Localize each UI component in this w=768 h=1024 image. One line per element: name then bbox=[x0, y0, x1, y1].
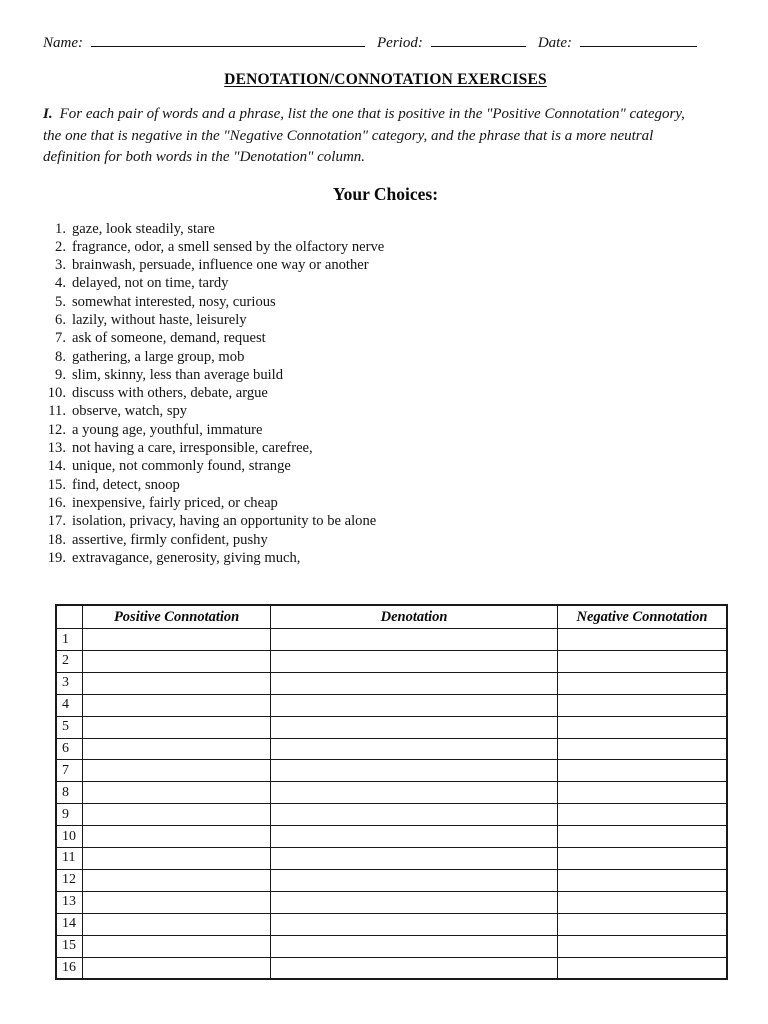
choice-item bbox=[43, 476, 728, 494]
choice-item bbox=[43, 494, 728, 512]
date-label: Date: bbox=[537, 35, 572, 51]
answer-cell bbox=[271, 672, 558, 694]
choice-item bbox=[43, 421, 728, 439]
table-row bbox=[56, 716, 727, 738]
row-number: 14 bbox=[56, 913, 83, 935]
table-row bbox=[56, 738, 727, 760]
answer-cell bbox=[557, 716, 727, 738]
answer-cell bbox=[557, 651, 727, 673]
name-label: Name: bbox=[43, 35, 83, 51]
row-number: 12 bbox=[56, 869, 83, 891]
choice-number: 14. bbox=[47, 458, 66, 475]
answer-cell bbox=[557, 957, 727, 979]
answer-cell bbox=[83, 891, 271, 913]
table-row bbox=[56, 804, 727, 826]
row-number: 9 bbox=[56, 804, 83, 826]
answer-cell bbox=[271, 738, 558, 760]
choice-text: ask of someone, demand, request bbox=[72, 330, 266, 347]
answer-cell bbox=[271, 891, 558, 913]
answer-cell bbox=[271, 760, 558, 782]
choice-text: observe, watch, spy bbox=[72, 403, 188, 420]
answer-cell bbox=[83, 804, 271, 826]
choice-item bbox=[43, 512, 728, 530]
choice-text: lazily, without haste, leisurely bbox=[72, 311, 247, 328]
choice-number: 4. bbox=[55, 275, 66, 292]
answer-cell bbox=[83, 651, 271, 673]
choice-number: 7. bbox=[55, 330, 66, 347]
choice-number: 3. bbox=[55, 257, 66, 274]
answer-cell bbox=[557, 738, 727, 760]
choice-number: 19. bbox=[47, 549, 66, 566]
answer-cell bbox=[271, 935, 558, 957]
row-number: 15 bbox=[56, 935, 83, 957]
choice-number: 9. bbox=[55, 366, 66, 383]
answer-cell bbox=[557, 913, 727, 935]
row-number: 10 bbox=[56, 826, 83, 848]
instructions-line-1: For each pair of words and a phrase, list the one that is positive in the "Positive Connotation" category, bbox=[59, 106, 685, 122]
answer-cell bbox=[271, 629, 558, 651]
choice-item bbox=[43, 402, 728, 420]
row-number: 1 bbox=[56, 629, 83, 651]
period-label: Period: bbox=[377, 35, 423, 51]
choice-number: 6. bbox=[55, 311, 66, 328]
answer-cell bbox=[83, 738, 271, 760]
choice-number: 17. bbox=[47, 513, 66, 530]
table-row bbox=[56, 891, 727, 913]
choice-item bbox=[43, 531, 728, 549]
row-number: 13 bbox=[56, 891, 83, 913]
table-row bbox=[56, 651, 727, 673]
header-cell-number bbox=[56, 605, 83, 629]
answer-cell bbox=[271, 694, 558, 716]
row-number: 3 bbox=[56, 672, 83, 694]
answer-cell bbox=[557, 848, 727, 870]
choices-heading: Your Choices: bbox=[332, 183, 439, 204]
answer-cell bbox=[83, 826, 271, 848]
answer-cell bbox=[83, 694, 271, 716]
table-row bbox=[56, 672, 727, 694]
table-row bbox=[56, 826, 727, 848]
table-row bbox=[56, 869, 727, 891]
row-number: 6 bbox=[56, 738, 83, 760]
answer-cell bbox=[557, 891, 727, 913]
answer-cell bbox=[83, 672, 271, 694]
row-number: 11 bbox=[56, 848, 83, 870]
choice-text: assertive, firmly confident, pushy bbox=[72, 531, 268, 548]
choice-text: not having a care, irresponsible, carefree, bbox=[72, 440, 313, 457]
answer-cell bbox=[83, 848, 271, 870]
choice-text: extravagance, generosity, giving much, bbox=[72, 549, 301, 566]
choice-item bbox=[43, 366, 728, 384]
row-number: 5 bbox=[56, 716, 83, 738]
answer-cell bbox=[83, 957, 271, 979]
choice-text: fragrance, odor, a smell sensed by the olfactory nerve bbox=[72, 238, 385, 255]
answer-cell bbox=[271, 957, 558, 979]
answer-cell bbox=[557, 869, 727, 891]
period-blank-line bbox=[431, 33, 526, 47]
choice-item bbox=[43, 384, 728, 402]
table-row bbox=[56, 935, 727, 957]
answer-cell bbox=[271, 848, 558, 870]
answer-cell bbox=[83, 716, 271, 738]
choice-item bbox=[43, 256, 728, 274]
answer-cell bbox=[83, 913, 271, 935]
choice-text: somewhat interested, nosy, curious bbox=[72, 293, 276, 310]
row-number: 7 bbox=[56, 760, 83, 782]
answer-cell bbox=[557, 826, 727, 848]
table-row bbox=[56, 782, 727, 804]
choice-number: 18. bbox=[47, 531, 66, 548]
choice-item bbox=[43, 238, 728, 256]
choice-item bbox=[43, 348, 728, 366]
choice-number: 10. bbox=[47, 385, 66, 402]
choice-text: brainwash, persuade, influence one way or another bbox=[72, 257, 369, 274]
choice-text: delayed, not on time, tardy bbox=[72, 275, 229, 292]
date-blank-line bbox=[580, 33, 697, 47]
name-blank-line bbox=[91, 33, 365, 47]
choice-item bbox=[43, 274, 728, 292]
choice-text: a young age, youthful, immature bbox=[72, 421, 263, 438]
instructions-line-3: definition for both words in the "Denotation" column. bbox=[43, 149, 366, 165]
choice-item bbox=[43, 439, 728, 457]
choice-text: gathering, a large group, mob bbox=[72, 348, 245, 365]
header-fill-in-line bbox=[43, 33, 728, 52]
answer-cell bbox=[271, 913, 558, 935]
choice-text: isolation, privacy, having an opportunity to be alone bbox=[72, 513, 377, 530]
choice-number: 15. bbox=[47, 476, 66, 493]
row-number: 2 bbox=[56, 651, 83, 673]
choices-list bbox=[43, 220, 728, 568]
exercise-table bbox=[55, 604, 728, 980]
choice-number: 11. bbox=[48, 403, 66, 420]
row-number: 4 bbox=[56, 694, 83, 716]
instructions-prefix: I. bbox=[43, 106, 53, 122]
instructions-line-2: the one that is negative in the "Negative Connotation" category, and the phrase that is a more neutral bbox=[43, 127, 654, 144]
answer-cell bbox=[83, 935, 271, 957]
answer-cell bbox=[83, 782, 271, 804]
header-cell-denotation: Denotation bbox=[271, 605, 558, 629]
answer-cell bbox=[271, 869, 558, 891]
answer-cell bbox=[271, 782, 558, 804]
choice-text: find, detect, snoop bbox=[72, 476, 180, 493]
exercise-table-body bbox=[56, 629, 727, 980]
choice-number: 16. bbox=[47, 494, 66, 511]
table-row bbox=[56, 694, 727, 716]
answer-cell bbox=[557, 760, 727, 782]
choice-item bbox=[43, 220, 728, 238]
table-row bbox=[56, 848, 727, 870]
table-row bbox=[56, 913, 727, 935]
answer-cell bbox=[557, 935, 727, 957]
answer-cell bbox=[557, 694, 727, 716]
choice-text: discuss with others, debate, argue bbox=[72, 385, 268, 402]
answer-cell bbox=[271, 804, 558, 826]
page-title: DENOTATION/CONNOTATION EXERCISES bbox=[224, 71, 547, 88]
exercise-table-header bbox=[56, 605, 727, 629]
choice-number: 8. bbox=[55, 348, 66, 365]
choice-item bbox=[43, 457, 728, 475]
choice-number: 2. bbox=[55, 238, 66, 255]
answer-cell bbox=[83, 760, 271, 782]
answer-cell bbox=[557, 782, 727, 804]
choice-text: unique, not commonly found, strange bbox=[72, 458, 291, 475]
row-number: 8 bbox=[56, 782, 83, 804]
table-row bbox=[56, 957, 727, 979]
answer-cell bbox=[83, 869, 271, 891]
table-row bbox=[56, 760, 727, 782]
choice-item bbox=[43, 549, 728, 567]
answer-cell bbox=[271, 826, 558, 848]
answer-cell bbox=[557, 804, 727, 826]
choice-item bbox=[43, 311, 728, 329]
choice-text: inexpensive, fairly priced, or cheap bbox=[72, 494, 278, 511]
row-number: 16 bbox=[56, 957, 83, 979]
choice-item bbox=[43, 329, 728, 347]
choice-text: gaze, look steadily, stare bbox=[72, 220, 215, 237]
choice-text: slim, skinny, less than average build bbox=[72, 366, 284, 383]
header-cell-negative-connotation: Negative Connotation bbox=[557, 605, 727, 629]
table-row bbox=[56, 629, 727, 651]
choice-number: 12. bbox=[47, 421, 66, 438]
answer-cell bbox=[557, 629, 727, 651]
answer-cell bbox=[271, 716, 558, 738]
choice-number: 1. bbox=[55, 220, 66, 237]
header-cell-positive-connotation: Positive Connotation bbox=[83, 605, 271, 629]
choice-item bbox=[43, 293, 728, 311]
choice-number: 13. bbox=[47, 440, 66, 457]
answer-cell bbox=[557, 672, 727, 694]
instructions-paragraph bbox=[43, 104, 728, 169]
answer-cell bbox=[83, 629, 271, 651]
answer-cell bbox=[271, 651, 558, 673]
choice-number: 5. bbox=[55, 293, 66, 310]
